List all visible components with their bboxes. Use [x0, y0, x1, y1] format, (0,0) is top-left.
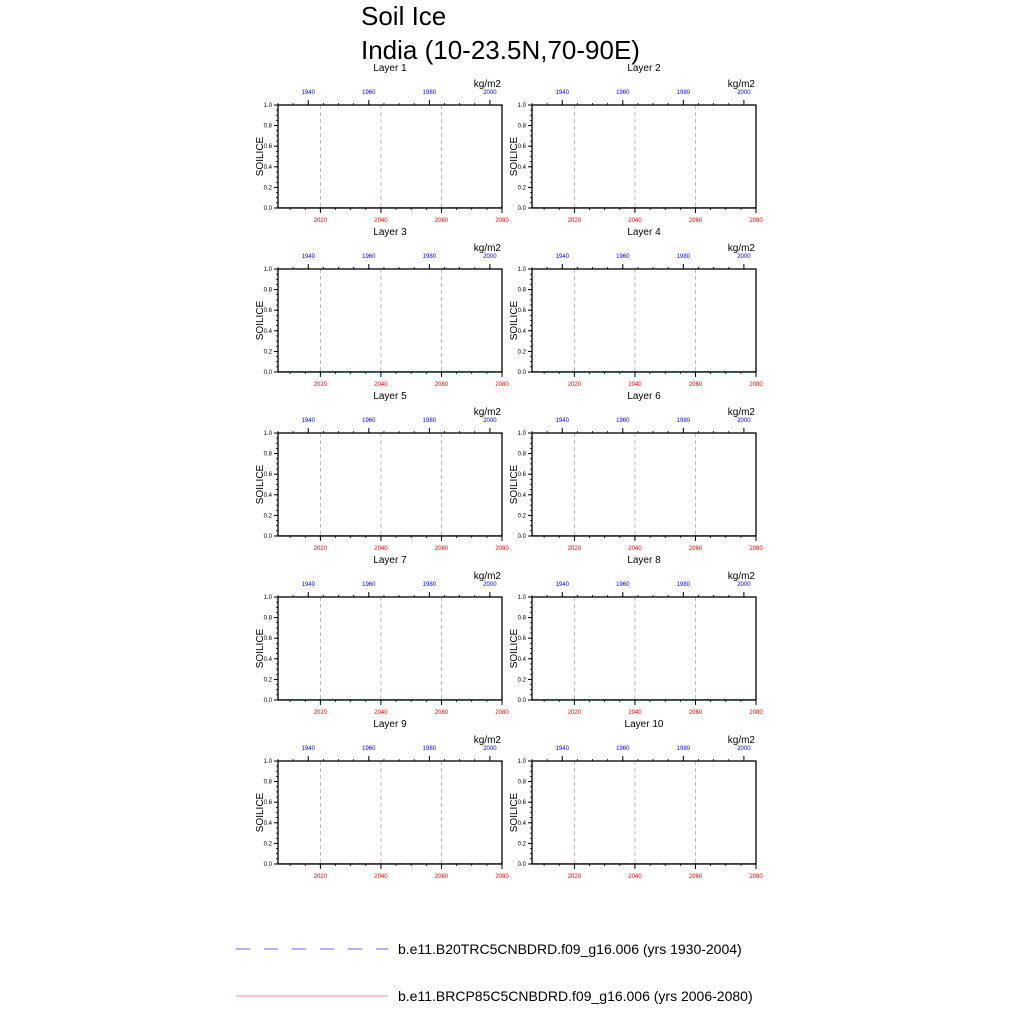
- x-top-tick-label: 1980: [676, 418, 691, 424]
- x-top-tick-label: 2000: [737, 418, 751, 424]
- x-top-tick-label: 2000: [483, 582, 497, 588]
- plot-frame: [532, 597, 756, 700]
- x-bottom-tick-label: 2080: [749, 874, 763, 880]
- y-tick-label: 0.8: [517, 123, 526, 130]
- units-label: kg/m2: [473, 735, 501, 746]
- y-tick-label: 1.0: [263, 103, 272, 109]
- x-bottom-tick-label: 2040: [374, 218, 388, 224]
- x-top-tick-label: 1940: [555, 582, 569, 588]
- y-axis-label: SOILICE: [255, 628, 266, 669]
- x-bottom-tick-label: 2080: [495, 218, 509, 224]
- legend-label-1: b.e11.B20TRC5CNBDRD.f09_g16.006 (yrs 1930-2004): [398, 941, 742, 957]
- x-top-tick-label: 1960: [616, 90, 630, 96]
- x-top-tick-label: 2000: [483, 254, 497, 260]
- panel-1: [255, 63, 509, 224]
- y-tick-label: 1.0: [263, 595, 272, 601]
- x-bottom-tick-label: 2060: [688, 546, 703, 552]
- y-tick-label: 1.0: [517, 759, 526, 765]
- x-top-tick-label: 1940: [555, 254, 569, 260]
- y-tick-label: 0.2: [263, 185, 272, 192]
- y-tick-label: 0.0: [263, 698, 272, 704]
- panel-grid: [255, 63, 763, 880]
- x-top-tick-label: 1940: [301, 582, 315, 588]
- legend: [236, 941, 753, 1004]
- legend-label-2: b.e11.BRCP85C5CNBDRD.f09_g16.006 (yrs 2006-2080): [398, 988, 753, 1004]
- y-tick-label: 0.4: [263, 164, 272, 171]
- x-top-tick-label: 1940: [301, 418, 315, 424]
- x-bottom-tick-label: 2080: [495, 382, 509, 388]
- panel-2: [509, 63, 763, 224]
- x-top-tick-label: 2000: [483, 746, 497, 752]
- x-bottom-tick-label: 2020: [567, 710, 582, 716]
- y-tick-label: 1.0: [263, 267, 272, 273]
- panel-title: Layer 2: [627, 63, 661, 74]
- plot-frame: [278, 761, 502, 864]
- y-tick-label: 0.8: [263, 287, 272, 294]
- x-bottom-tick-label: 2080: [749, 546, 763, 552]
- y-tick-label: 0.2: [517, 677, 526, 684]
- x-bottom-tick-label: 2060: [434, 218, 449, 224]
- panel-title: Layer 9: [373, 719, 407, 730]
- y-tick-label: 1.0: [517, 103, 526, 109]
- y-tick-label: 0.6: [263, 308, 272, 315]
- plot-frame: [278, 105, 502, 208]
- y-tick-label: 0.4: [517, 164, 526, 171]
- units-label: kg/m2: [727, 243, 755, 254]
- y-tick-label: 0.0: [263, 534, 272, 540]
- y-tick-label: 1.0: [517, 595, 526, 601]
- y-tick-label: 0.6: [517, 800, 526, 807]
- x-bottom-tick-label: 2080: [495, 874, 509, 880]
- panel-title: Layer 8: [627, 555, 661, 566]
- x-bottom-tick-label: 2040: [374, 874, 388, 880]
- y-tick-label: 0.6: [263, 636, 272, 643]
- plot-frame: [278, 597, 502, 700]
- x-top-tick-label: 1980: [422, 90, 437, 96]
- y-tick-label: 0.4: [517, 492, 526, 499]
- x-top-tick-label: 2000: [737, 90, 751, 96]
- y-tick-label: 0.8: [517, 779, 526, 786]
- panel-title: Layer 5: [373, 391, 407, 402]
- y-tick-label: 0.6: [263, 472, 272, 479]
- x-top-tick-label: 1940: [555, 746, 569, 752]
- x-bottom-tick-label: 2080: [495, 710, 509, 716]
- plot-frame: [532, 105, 756, 208]
- plot-frame: [532, 269, 756, 372]
- units-label: kg/m2: [473, 571, 501, 582]
- panel-10: [509, 719, 763, 880]
- y-tick-label: 0.4: [517, 328, 526, 335]
- x-bottom-tick-label: 2080: [749, 710, 763, 716]
- x-bottom-tick-label: 2040: [374, 710, 388, 716]
- panel-7: [255, 555, 509, 716]
- y-tick-label: 0.0: [517, 206, 526, 212]
- x-top-tick-label: 1960: [616, 418, 630, 424]
- plot-frame: [278, 269, 502, 372]
- x-bottom-tick-label: 2040: [628, 218, 642, 224]
- y-axis-label: SOILICE: [509, 464, 520, 505]
- x-top-tick-label: 2000: [737, 746, 751, 752]
- y-tick-label: 0.4: [263, 328, 272, 335]
- y-tick-label: 0.0: [263, 862, 272, 868]
- x-bottom-tick-label: 2040: [628, 710, 642, 716]
- x-top-tick-label: 2000: [483, 418, 497, 424]
- x-top-tick-label: 1960: [616, 746, 630, 752]
- y-axis-label: SOILICE: [509, 136, 520, 177]
- panel-5: [255, 391, 509, 552]
- x-bottom-tick-label: 2080: [749, 218, 763, 224]
- y-tick-label: 0.2: [517, 185, 526, 192]
- y-axis-label: SOILICE: [509, 792, 520, 833]
- panel-title: Layer 6: [627, 391, 661, 402]
- x-top-tick-label: 1960: [362, 90, 376, 96]
- y-axis-label: SOILICE: [255, 792, 266, 833]
- y-axis-label: SOILICE: [255, 464, 266, 505]
- y-tick-label: 0.2: [517, 513, 526, 520]
- y-tick-label: 0.2: [263, 677, 272, 684]
- x-top-tick-label: 2000: [483, 90, 497, 96]
- x-top-tick-label: 1960: [362, 254, 376, 260]
- y-tick-label: 0.6: [517, 308, 526, 315]
- x-bottom-tick-label: 2040: [628, 382, 642, 388]
- x-top-tick-label: 1940: [555, 90, 569, 96]
- y-tick-label: 1.0: [517, 267, 526, 273]
- x-top-tick-label: 1980: [676, 746, 691, 752]
- y-tick-label: 0.6: [517, 144, 526, 151]
- y-tick-label: 0.4: [517, 820, 526, 827]
- x-top-tick-label: 1960: [362, 582, 376, 588]
- units-label: kg/m2: [473, 243, 501, 254]
- x-bottom-tick-label: 2020: [313, 546, 328, 552]
- x-bottom-tick-label: 2020: [313, 710, 328, 716]
- y-tick-label: 0.2: [517, 349, 526, 356]
- plot-frame: [532, 433, 756, 536]
- units-label: kg/m2: [727, 79, 755, 90]
- units-label: kg/m2: [473, 407, 501, 418]
- x-top-tick-label: 1980: [676, 254, 691, 260]
- y-tick-label: 0.8: [263, 779, 272, 786]
- y-tick-label: 0.0: [517, 862, 526, 868]
- x-top-tick-label: 1980: [676, 582, 691, 588]
- y-axis-label: SOILICE: [509, 628, 520, 669]
- y-tick-label: 0.4: [263, 492, 272, 499]
- x-bottom-tick-label: 2020: [313, 218, 328, 224]
- y-tick-label: 0.8: [517, 451, 526, 458]
- y-tick-label: 0.8: [263, 615, 272, 622]
- x-bottom-tick-label: 2020: [313, 874, 328, 880]
- x-top-tick-label: 1980: [422, 418, 437, 424]
- y-tick-label: 0.6: [263, 144, 272, 151]
- panel-title: Layer 1: [373, 63, 407, 74]
- panel-title: Layer 10: [624, 719, 664, 730]
- x-bottom-tick-label: 2020: [567, 218, 582, 224]
- panel-3: [255, 227, 509, 388]
- x-top-tick-label: 1960: [362, 418, 376, 424]
- panel-title: Layer 4: [627, 227, 661, 238]
- y-axis-label: SOILICE: [255, 300, 266, 341]
- panel-title: Layer 3: [373, 227, 407, 238]
- y-tick-label: 0.6: [517, 472, 526, 479]
- x-bottom-tick-label: 2020: [567, 382, 582, 388]
- y-tick-label: 0.2: [263, 841, 272, 848]
- y-tick-label: 0.4: [263, 656, 272, 663]
- x-top-tick-label: 1940: [301, 254, 315, 260]
- x-bottom-tick-label: 2060: [434, 710, 449, 716]
- x-top-tick-label: 1980: [676, 90, 691, 96]
- units-label: kg/m2: [473, 79, 501, 90]
- x-bottom-tick-label: 2060: [688, 218, 703, 224]
- panel-4: [509, 227, 763, 388]
- panel-9: [255, 719, 509, 880]
- x-bottom-tick-label: 2040: [628, 874, 642, 880]
- figure-title-line1: Soil Ice: [361, 1, 447, 31]
- x-top-tick-label: 1980: [422, 582, 437, 588]
- x-top-tick-label: 2000: [737, 254, 751, 260]
- x-bottom-tick-label: 2060: [434, 382, 449, 388]
- x-top-tick-label: 1940: [555, 418, 569, 424]
- x-top-tick-label: 1960: [616, 254, 630, 260]
- y-tick-label: 0.4: [263, 820, 272, 827]
- x-bottom-tick-label: 2020: [567, 874, 582, 880]
- plot-frame: [278, 433, 502, 536]
- y-tick-label: 1.0: [263, 759, 272, 765]
- y-tick-label: 0.8: [263, 123, 272, 130]
- x-bottom-tick-label: 2060: [434, 874, 449, 880]
- figure-title-line2: India (10-23.5N,70-90E): [361, 35, 640, 65]
- x-top-tick-label: 1940: [301, 746, 315, 752]
- x-bottom-tick-label: 2040: [374, 382, 388, 388]
- units-label: kg/m2: [727, 571, 755, 582]
- y-tick-label: 0.8: [517, 615, 526, 622]
- x-bottom-tick-label: 2040: [374, 546, 388, 552]
- x-top-tick-label: 1980: [422, 254, 437, 260]
- y-tick-label: 0.8: [263, 451, 272, 458]
- x-bottom-tick-label: 2060: [688, 874, 703, 880]
- panel-6: [509, 391, 763, 552]
- y-tick-label: 0.6: [517, 636, 526, 643]
- plot-frame: [532, 761, 756, 864]
- y-tick-label: 0.0: [517, 698, 526, 704]
- x-bottom-tick-label: 2020: [313, 382, 328, 388]
- x-top-tick-label: 1980: [422, 746, 437, 752]
- x-bottom-tick-label: 2060: [688, 710, 703, 716]
- x-bottom-tick-label: 2060: [434, 546, 449, 552]
- units-label: kg/m2: [727, 407, 755, 418]
- units-label: kg/m2: [727, 735, 755, 746]
- x-bottom-tick-label: 2020: [567, 546, 582, 552]
- x-bottom-tick-label: 2060: [688, 382, 703, 388]
- y-tick-label: 0.2: [263, 513, 272, 520]
- y-tick-label: 0.4: [517, 656, 526, 663]
- y-tick-label: 0.0: [517, 370, 526, 376]
- y-axis-label: SOILICE: [255, 136, 266, 177]
- x-top-tick-label: 1960: [362, 746, 376, 752]
- y-axis-label: SOILICE: [509, 300, 520, 341]
- x-bottom-tick-label: 2040: [628, 546, 642, 552]
- y-tick-label: 0.0: [263, 206, 272, 212]
- x-top-tick-label: 1960: [616, 582, 630, 588]
- panel-8: [509, 555, 763, 716]
- y-tick-label: 0.8: [517, 287, 526, 294]
- y-tick-label: 1.0: [517, 431, 526, 437]
- x-bottom-tick-label: 2080: [495, 546, 509, 552]
- x-bottom-tick-label: 2080: [749, 382, 763, 388]
- y-tick-label: 1.0: [263, 431, 272, 437]
- x-top-tick-label: 2000: [737, 582, 751, 588]
- y-tick-label: 0.2: [263, 349, 272, 356]
- y-tick-label: 0.6: [263, 800, 272, 807]
- y-tick-label: 0.2: [517, 841, 526, 848]
- y-tick-label: 0.0: [517, 534, 526, 540]
- panel-title: Layer 7: [373, 555, 407, 566]
- x-top-tick-label: 1940: [301, 90, 315, 96]
- y-tick-label: 0.0: [263, 370, 272, 376]
